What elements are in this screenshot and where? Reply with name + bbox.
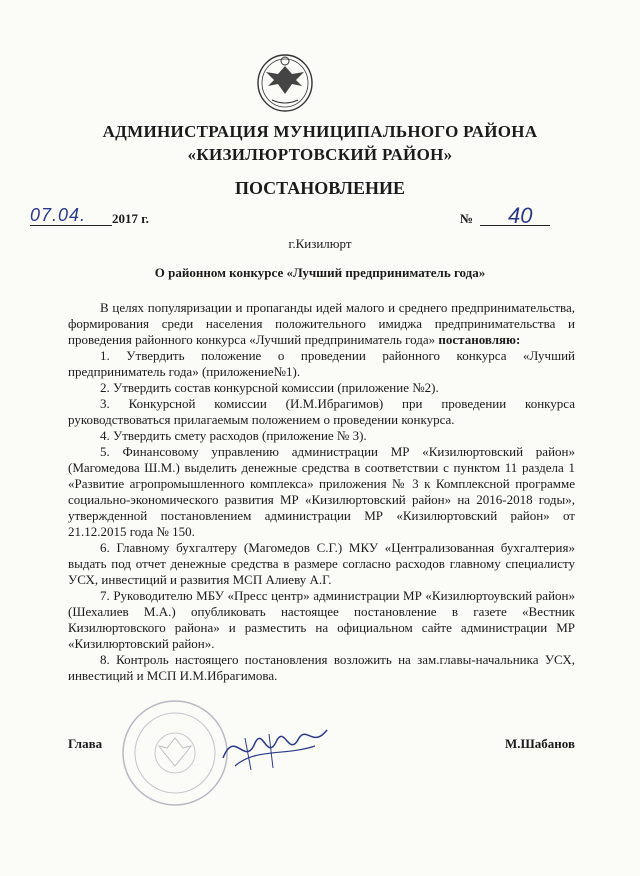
subject-title: О районном конкурсе «Лучший предприниматель года»: [154, 265, 486, 280]
item-1: 1. Утвердить положение о проведении районного конкурса «Лучший предприниматель года» (приложение№1).: [68, 348, 575, 379]
preamble: В целях популяризации и пропаганды идей малого и среднего предпринимательства, формирования среди населения положительного имиджа предпринимательства и проведения районного конкурса «Лучший предприниматель года» постановляю:: [68, 300, 575, 347]
signatory-name: М.Шабанов: [505, 736, 575, 751]
city: г.Кизилюрт: [288, 236, 352, 251]
item-4: 4. Утвердить смету расходов (приложение № 3).: [100, 428, 367, 443]
district-name: «КИЗИЛЮРТОВСКИЙ РАЙОН»: [187, 145, 453, 164]
document-type: ПОСТАНОВЛЕНИЕ: [234, 178, 406, 198]
item-5: 5. Финансовому управлению администрации МР «Кизилюртовский район» (Магомедова Ш.М.) выделить денежные средства в соответствии с пунктом 11 раздела 1 «Развитие агропромышленного комплекса» приложения № 3 к Комплексной программе социально-экономического развития МР «Кизилюртовский район» на 2016-2018 годы», утвержденной постановлением администрации МР «Кизилюртовский район» от 21.12.2015 года № 150.: [68, 444, 575, 539]
administration-title: АДМИНИСТРАЦИЯ МУНИЦИПАЛЬНОГО РАЙОНА: [102, 122, 538, 141]
item-3: 3. Конкурсной комиссии (И.М.Ибрагимов) при проведении конкурса руководствоваться прилагаемым положением о проведении конкурса.: [68, 396, 575, 427]
date-handwritten: 07.04.: [30, 205, 87, 225]
date-year: 2017 г.: [112, 211, 149, 226]
round-seal-stamp: [120, 698, 230, 808]
number-label: №: [460, 211, 474, 226]
item-6: 6. Главному бухгалтеру (Магомедов С.Г.) МКУ «Централизованная бухгалтерия» выдать под отчет денежные средства в размере согласно расходов главному специалисту УСХ, инвестиций и развития МСП Алиеву А.Г.: [68, 540, 575, 587]
item-2: 2. Утвердить состав конкурсной комиссии (приложение №2).: [100, 380, 439, 395]
coat-of-arms-emblem: [256, 50, 314, 112]
item-8: 8. Контроль настоящего постановления возложить на зам.главы-начальника УСХ, инвестиций и МСП И.М.Ибрагимова.: [68, 652, 575, 683]
date-underline: [30, 225, 112, 226]
document-body: [68, 300, 575, 684]
number-handwritten: 40: [508, 203, 533, 228]
preamble-bold: постановляю:: [438, 332, 521, 347]
handwritten-signature: [215, 718, 335, 778]
item-7: 7. Руководителю МБУ «Пресс центр» администрации МР «Кизилюртоувский район» (Шехалиев М.А.) опубликовать настоящее постановление в газете «Вестник Кизилюртовского района» и разместить на официальном сайте администрации МР «Кизилюртовский район».: [68, 588, 575, 651]
date-number-row: [30, 205, 590, 231]
signatory-title: Глава: [68, 736, 103, 751]
